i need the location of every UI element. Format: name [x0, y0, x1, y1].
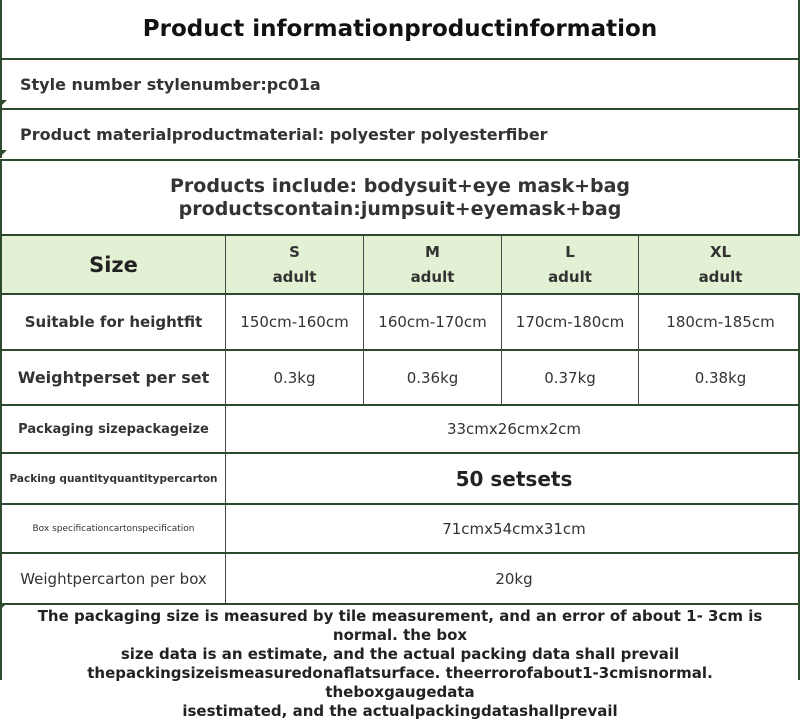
box-spec-label: Box specificationcartonspecification: [32, 523, 195, 534]
size-header-cell: [2, 236, 225, 293]
material-row: [0, 110, 800, 158]
footer-line-2: size data is an estimate, and the actual packing data shall prevail: [120, 645, 680, 663]
height-label-cell: [2, 295, 225, 349]
height-value-l: 170cm-180cm: [515, 313, 625, 331]
footer-line-1: The packaging size is measured by tile measurement, and an error of about 1- 3cm is normal. the box: [37, 607, 763, 644]
packing-quantity-row: [0, 454, 800, 503]
weight-value-m: 0.36kg: [406, 368, 459, 387]
box-spec-label-cell: [2, 505, 225, 552]
footer-line-4: isestimated, and the actualpackingdatashallprevail: [182, 702, 618, 720]
box-spec-row: [0, 505, 800, 552]
size-l-label: L: [565, 242, 575, 261]
weight-value-xl: 0.38kg: [694, 368, 747, 387]
weight-label: Weightperset per set: [17, 368, 210, 387]
height-value-s: 150cm-160cm: [240, 313, 349, 331]
size-s-group: adult: [272, 267, 317, 286]
size-m-group: adult: [410, 267, 455, 286]
height-cell-l: [501, 295, 638, 349]
weight-value-s: 0.3kg: [273, 368, 316, 387]
box-spec-value: 71cmx54cmx31cm: [442, 519, 586, 538]
carton-weight-value-cell: [225, 554, 800, 603]
size-header-label: Size: [89, 252, 138, 277]
carton-weight-label-cell: [2, 554, 225, 603]
packing-quantity-value: 50 setsets: [455, 466, 573, 491]
weight-row: [0, 351, 800, 404]
style-number: Style number stylenumber:pc01a: [20, 74, 321, 94]
corner-mark: [0, 150, 7, 157]
size-l-group: adult: [548, 267, 592, 286]
size-xl-label: XL: [709, 242, 732, 261]
includes-line-2: productscontain:jumpsuit+eyemask+bag: [178, 197, 622, 220]
footer-line-3: thepackingsizeismeasuredonaflatsurface. theerrorofabout1-3cmisnormal. theboxgaugedata: [87, 664, 713, 701]
height-label: Suitable for heightfit: [24, 313, 203, 331]
size-m-label: M: [425, 242, 440, 261]
size-header-row: [0, 236, 800, 293]
height-value-m: 160cm-170cm: [378, 313, 487, 331]
packaging-size-value: 33cmx26cmx2cm: [446, 420, 582, 438]
size-col-l: [501, 236, 638, 293]
height-cell-xl: [638, 295, 800, 349]
footer-note: [0, 605, 800, 720]
corner-mark: [0, 100, 7, 107]
includes-row: [0, 161, 800, 234]
height-row: [0, 295, 800, 349]
packaging-size-label-cell: [2, 406, 225, 452]
weight-cell-m: [363, 351, 501, 404]
carton-weight-value: 20kg: [495, 569, 533, 588]
size-s-label: S: [289, 242, 300, 261]
box-spec-value-cell: [225, 505, 800, 552]
weight-label-cell: [2, 351, 225, 404]
height-cell-m: [363, 295, 501, 349]
includes-line-1: Products include: bodysuit+eye mask+bag: [169, 174, 631, 197]
packaging-size-label: Packaging sizepackageize: [18, 421, 209, 437]
weight-value-l: 0.37kg: [544, 368, 596, 387]
packing-quantity-label: Packing quantityquantitypercarton: [9, 472, 218, 485]
weight-cell-l: [501, 351, 638, 404]
style-number-row: [0, 60, 800, 108]
size-col-m: [363, 236, 501, 293]
size-xl-group: adult: [698, 267, 743, 286]
page-title: Product informationproductinformation: [142, 16, 658, 42]
title-row: [0, 0, 800, 58]
weight-cell-s: [225, 351, 363, 404]
product-material: Product materialproductmaterial: polyester polyesterfiber: [20, 124, 548, 144]
packing-quantity-value-cell: [225, 454, 800, 503]
size-col-xl: [638, 236, 800, 293]
size-col-s: [225, 236, 363, 293]
height-value-xl: 180cm-185cm: [666, 313, 775, 331]
packaging-size-row: [0, 406, 800, 452]
weight-cell-xl: [638, 351, 800, 404]
carton-weight-label: Weightpercarton per box: [20, 569, 207, 588]
height-cell-s: [225, 295, 363, 349]
corner-mark: [0, 603, 7, 610]
packaging-size-value-cell: [225, 406, 800, 452]
carton-weight-row: [0, 554, 800, 603]
packing-quantity-label-cell: [2, 454, 225, 503]
